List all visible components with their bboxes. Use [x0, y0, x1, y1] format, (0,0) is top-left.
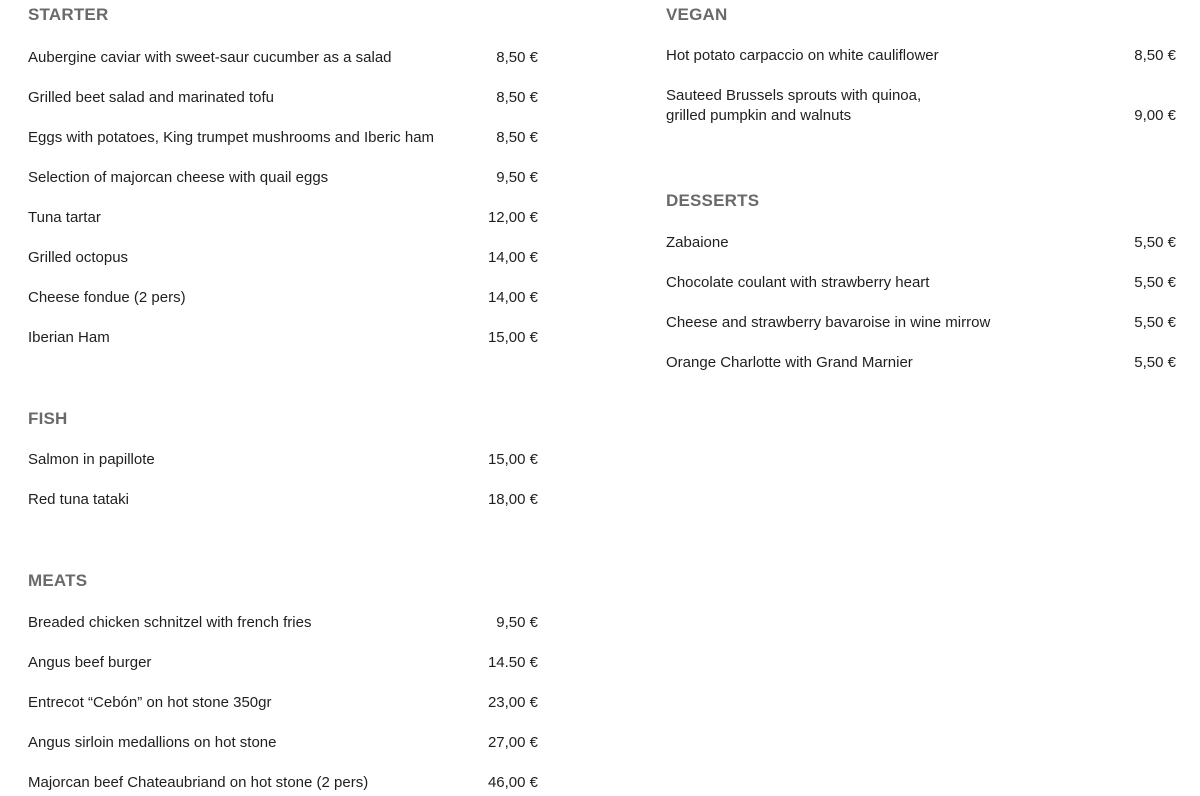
item-price: 8,50 €	[496, 89, 538, 106]
item-price: 9,00 €	[1134, 107, 1176, 124]
item-name: Breaded chicken schnitzel with french fries	[28, 614, 312, 631]
section-title-vegan: VEGAN	[666, 5, 728, 24]
item-price: 14,00 €	[487, 289, 538, 306]
item-price: 8,50 €	[496, 49, 538, 66]
item-name: Selection of majorcan cheese with quail eggs	[28, 169, 329, 186]
section-title-starter: STARTER	[28, 5, 109, 24]
section-meats	[28, 571, 538, 791]
item-name: Tuna tartar	[28, 209, 101, 226]
item-price: 5,50 €	[1134, 354, 1176, 371]
item-name: Angus beef burger	[28, 654, 152, 671]
item-name: Grilled beet salad and marinated tofu	[28, 89, 274, 106]
item-name: Hot potato carpaccio on white cauliflower	[666, 47, 939, 64]
item-name: Cheese and strawberry bavaroise in wine mirrow	[666, 314, 991, 331]
item-price: 9,50 €	[496, 169, 538, 186]
item-price: 18,00 €	[487, 491, 538, 508]
item-price: 23,00 €	[487, 694, 538, 711]
item-name: Zabaione	[666, 234, 729, 251]
section-title-fish: FISH	[28, 409, 68, 428]
item-price: 15,00 €	[487, 329, 538, 346]
menu-item	[666, 86, 1176, 126]
item-price: 14,00 €	[487, 249, 538, 266]
item-name: Orange Charlotte with Grand Marnier	[666, 354, 913, 371]
item-price: 8,50 €	[496, 129, 538, 146]
item-name: Grilled octopus	[28, 249, 129, 266]
item-price: 5,50 €	[1134, 314, 1176, 331]
item-price: 15,00 €	[487, 451, 538, 468]
item-name: Iberian Ham	[28, 329, 110, 346]
item-price: 8,50 €	[1134, 47, 1176, 64]
item-price: 46,00 €	[487, 774, 538, 791]
item-name: Chocolate coulant with strawberry heart	[666, 274, 930, 291]
section-fish	[28, 409, 538, 508]
section-title-desserts: DESSERTS	[666, 191, 760, 210]
item-name: Angus sirloin medallions on hot stone	[28, 734, 277, 751]
section-desserts	[666, 191, 1176, 371]
section-starter	[28, 5, 538, 346]
item-price: 12,00 €	[487, 209, 538, 226]
item-price: 14.50 €	[487, 654, 538, 671]
item-name: Red tuna tataki	[28, 491, 129, 508]
item-name: Entrecot “Cebón” on hot stone 350gr	[28, 694, 272, 711]
item-name: Sauteed Brussels sprouts with quinoa, grilled pumpkin and walnuts	[666, 87, 922, 124]
item-price: 5,50 €	[1134, 274, 1176, 291]
item-price: 9,50 €	[496, 614, 538, 631]
item-name: Majorcan beef Chateaubriand on hot stone (2 pers)	[28, 774, 369, 791]
section-vegan	[666, 5, 1176, 124]
item-name: Salmon in papillote	[28, 451, 155, 468]
item-name: Aubergine caviar with sweet-saur cucumber as a salad	[28, 49, 392, 66]
item-name: Eggs with potatoes, King trumpet mushrooms and Iberic ham	[28, 129, 435, 146]
item-name: Cheese fondue (2 pers)	[28, 289, 186, 306]
item-price: 27,00 €	[487, 734, 538, 751]
item-price: 5,50 €	[1134, 234, 1176, 251]
section-title-meats: MEATS	[28, 571, 88, 590]
